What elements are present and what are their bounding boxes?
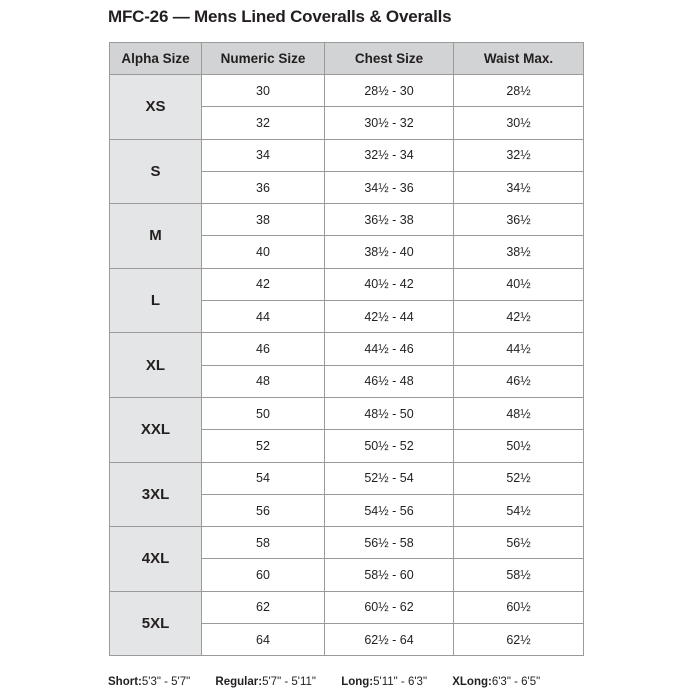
waist-max-cell: 48½: [454, 397, 584, 429]
alpha-size-cell: S: [110, 139, 202, 204]
chest-size-cell: 58½ - 60: [325, 559, 454, 591]
alpha-size-cell: 4XL: [110, 527, 202, 592]
numeric-size-cell: 58: [202, 527, 325, 559]
chest-size-cell: 36½ - 38: [325, 204, 454, 236]
table-row: [110, 462, 584, 494]
numeric-size-cell: 50: [202, 397, 325, 429]
waist-max-cell: 38½: [454, 236, 584, 268]
waist-max-cell: 50½: [454, 430, 584, 462]
chest-size-cell: 46½ - 48: [325, 365, 454, 397]
table-row: [110, 139, 584, 171]
table-row: [110, 527, 584, 559]
chest-size-cell: 54½ - 56: [325, 494, 454, 526]
numeric-size-cell: 54: [202, 462, 325, 494]
numeric-size-cell: 40: [202, 236, 325, 268]
table-row: [110, 333, 584, 365]
table-row: [110, 591, 584, 623]
height-short: Short:5'3" - 5'7": [108, 676, 191, 688]
waist-max-cell: 40½: [454, 268, 584, 300]
header-numeric-size: Numeric Size: [202, 43, 325, 75]
alpha-size-cell: XXL: [110, 397, 202, 462]
numeric-size-cell: 64: [202, 624, 325, 656]
chest-size-cell: 50½ - 52: [325, 430, 454, 462]
chest-size-cell: 38½ - 40: [325, 236, 454, 268]
waist-max-cell: 60½: [454, 591, 584, 623]
numeric-size-cell: 44: [202, 301, 325, 333]
chest-size-cell: 48½ - 50: [325, 397, 454, 429]
chest-size-cell: 56½ - 58: [325, 527, 454, 559]
waist-max-cell: 46½: [454, 365, 584, 397]
header-chest-size: Chest Size: [325, 43, 454, 75]
alpha-size-cell: M: [110, 204, 202, 269]
chest-size-cell: 34½ - 36: [325, 171, 454, 203]
numeric-size-cell: 32: [202, 107, 325, 139]
page-title: MFC-26 — Mens Lined Coveralls & Overalls: [108, 7, 452, 26]
waist-max-cell: 58½: [454, 559, 584, 591]
chest-size-cell: 42½ - 44: [325, 301, 454, 333]
chest-size-cell: 32½ - 34: [325, 139, 454, 171]
numeric-size-cell: 46: [202, 333, 325, 365]
height-xlong: XLong:6'3" - 6'5": [452, 676, 541, 688]
chest-size-cell: 60½ - 62: [325, 591, 454, 623]
table-row: [110, 204, 584, 236]
chest-size-cell: 28½ - 30: [325, 75, 454, 107]
numeric-size-cell: 30: [202, 75, 325, 107]
alpha-size-cell: XL: [110, 333, 202, 398]
header-row: [110, 43, 584, 75]
numeric-size-cell: 42: [202, 268, 325, 300]
numeric-size-cell: 38: [202, 204, 325, 236]
alpha-size-cell: XS: [110, 75, 202, 140]
table-row: [110, 397, 584, 429]
waist-max-cell: 62½: [454, 624, 584, 656]
numeric-size-cell: 60: [202, 559, 325, 591]
size-chart-table: [109, 42, 584, 656]
chest-size-cell: 30½ - 32: [325, 107, 454, 139]
numeric-size-cell: 56: [202, 494, 325, 526]
waist-max-cell: 30½: [454, 107, 584, 139]
chest-size-cell: 52½ - 54: [325, 462, 454, 494]
alpha-size-cell: 5XL: [110, 591, 202, 656]
numeric-size-cell: 34: [202, 139, 325, 171]
height-legend: [108, 676, 562, 688]
waist-max-cell: 34½: [454, 171, 584, 203]
numeric-size-cell: 48: [202, 365, 325, 397]
height-regular: Regular:5'7" - 5'11": [215, 676, 316, 688]
alpha-size-cell: L: [110, 268, 202, 333]
waist-max-cell: 28½: [454, 75, 584, 107]
waist-max-cell: 54½: [454, 494, 584, 526]
alpha-size-cell: 3XL: [110, 462, 202, 527]
chest-size-cell: 44½ - 46: [325, 333, 454, 365]
height-long: Long:5'11" - 6'3": [341, 676, 428, 688]
waist-max-cell: 44½: [454, 333, 584, 365]
table-row: [110, 75, 584, 107]
header-waist-max: Waist Max.: [454, 43, 584, 75]
size-chart-body: [110, 75, 584, 656]
table-row: [110, 268, 584, 300]
waist-max-cell: 32½: [454, 139, 584, 171]
numeric-size-cell: 52: [202, 430, 325, 462]
header-alpha-size: Alpha Size: [110, 43, 202, 75]
chest-size-cell: 40½ - 42: [325, 268, 454, 300]
numeric-size-cell: 62: [202, 591, 325, 623]
waist-max-cell: 56½: [454, 527, 584, 559]
waist-max-cell: 36½: [454, 204, 584, 236]
numeric-size-cell: 36: [202, 171, 325, 203]
waist-max-cell: 52½: [454, 462, 584, 494]
chest-size-cell: 62½ - 64: [325, 624, 454, 656]
waist-max-cell: 42½: [454, 301, 584, 333]
